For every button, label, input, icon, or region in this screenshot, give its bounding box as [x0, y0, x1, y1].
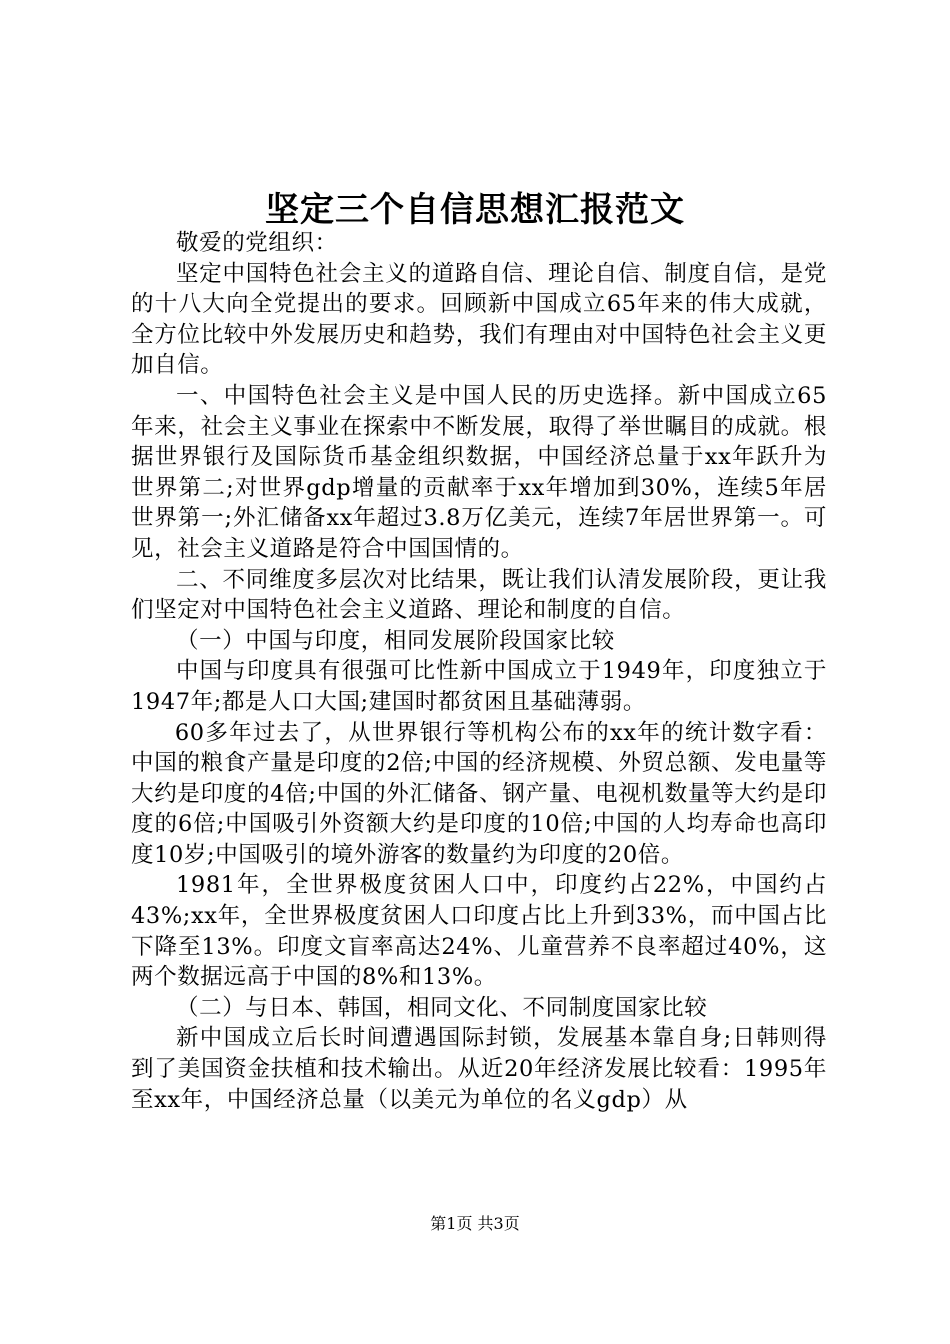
page-title: 坚定三个自信思想汇报范文 [265, 190, 685, 230]
paragraph-section-one: 一、中国特色社会主义是中国人民的历史选择。新中国成立65年来，社会主义事业在探索中不断发展，取得了举世瞩目的成就。根据世界银行及国际货币基金组织数据，中国经济总量于xx年跃升为世界第二;对世界gdp增量的贡献率于xx年增加到30%，连续5年居世界第一;外汇储备xx年超过3.8万亿美元，连续7年居世界第一。可见，社会主义道路是符合中国国情的。 [131, 382, 827, 562]
paragraph-section-two: 二、不同维度多层次对比结果，既让我们认清发展阶段，更让我们坚定对中国特色社会主义道路、理论和制度的自信。 [131, 566, 827, 624]
paragraph-japan-korea: 新中国成立后长时间遭遇国际封锁，发展基本靠自身;日韩则得到了美国资金扶植和技术输出。从近20年经济发展比较看：1995年至xx年，中国经济总量（以美元为单位的名义gdp）从 [131, 1025, 827, 1113]
paragraph-intro: 坚定中国特色社会主义的道路自信、理论自信、制度自信，是党的十八大向全党提出的要求。回顾新中国成立65年来的伟大成就，全方位比较中外发展历史和趋势，我们有理由对中国特色社会主义更加自信。 [131, 260, 827, 379]
salutation: 敬爱的党组织： [176, 230, 338, 256]
subheading-china-india: （一）中国与印度，相同发展阶段国家比较 [176, 627, 615, 654]
document-body [131, 228, 827, 1115]
paragraph-poverty: 1981年，全世界极度贫困人口中，印度约占22%，中国约占43%;xx年，全世界极度贫困人口印度占比上升到33%，而中国占比下降至13%。印度文盲率高达24%、儿童营养不良率超过40%，这两个数据远高于中国的8%和13%。 [131, 872, 827, 991]
page-footer: 第1页 共3页 [430, 1214, 520, 1233]
paragraph-statistics: 60多年过去了，从世界银行等机构公布的xx年的统计数字看：中国的粮食产量是印度的2倍;中国的经济规模、外贸总额、发电量等大约是印度的4倍;中国的外汇储备、钢产量、电视机数量等大约是印度的6倍;中国吸引外资额大约是印度的10倍;中国的人均寿命也高印度10岁;中国吸引的境外游客的数量约为印度的20倍。 [131, 719, 827, 868]
subheading-japan-korea: （二）与日本、韩国，相同文化、不同制度国家比较 [176, 994, 708, 1021]
paragraph-china-india-background: 中国与印度具有很强可比性新中国成立于1949年，印度独立于1947年;都是人口大国;建国时都贫困且基础薄弱。 [131, 658, 827, 715]
